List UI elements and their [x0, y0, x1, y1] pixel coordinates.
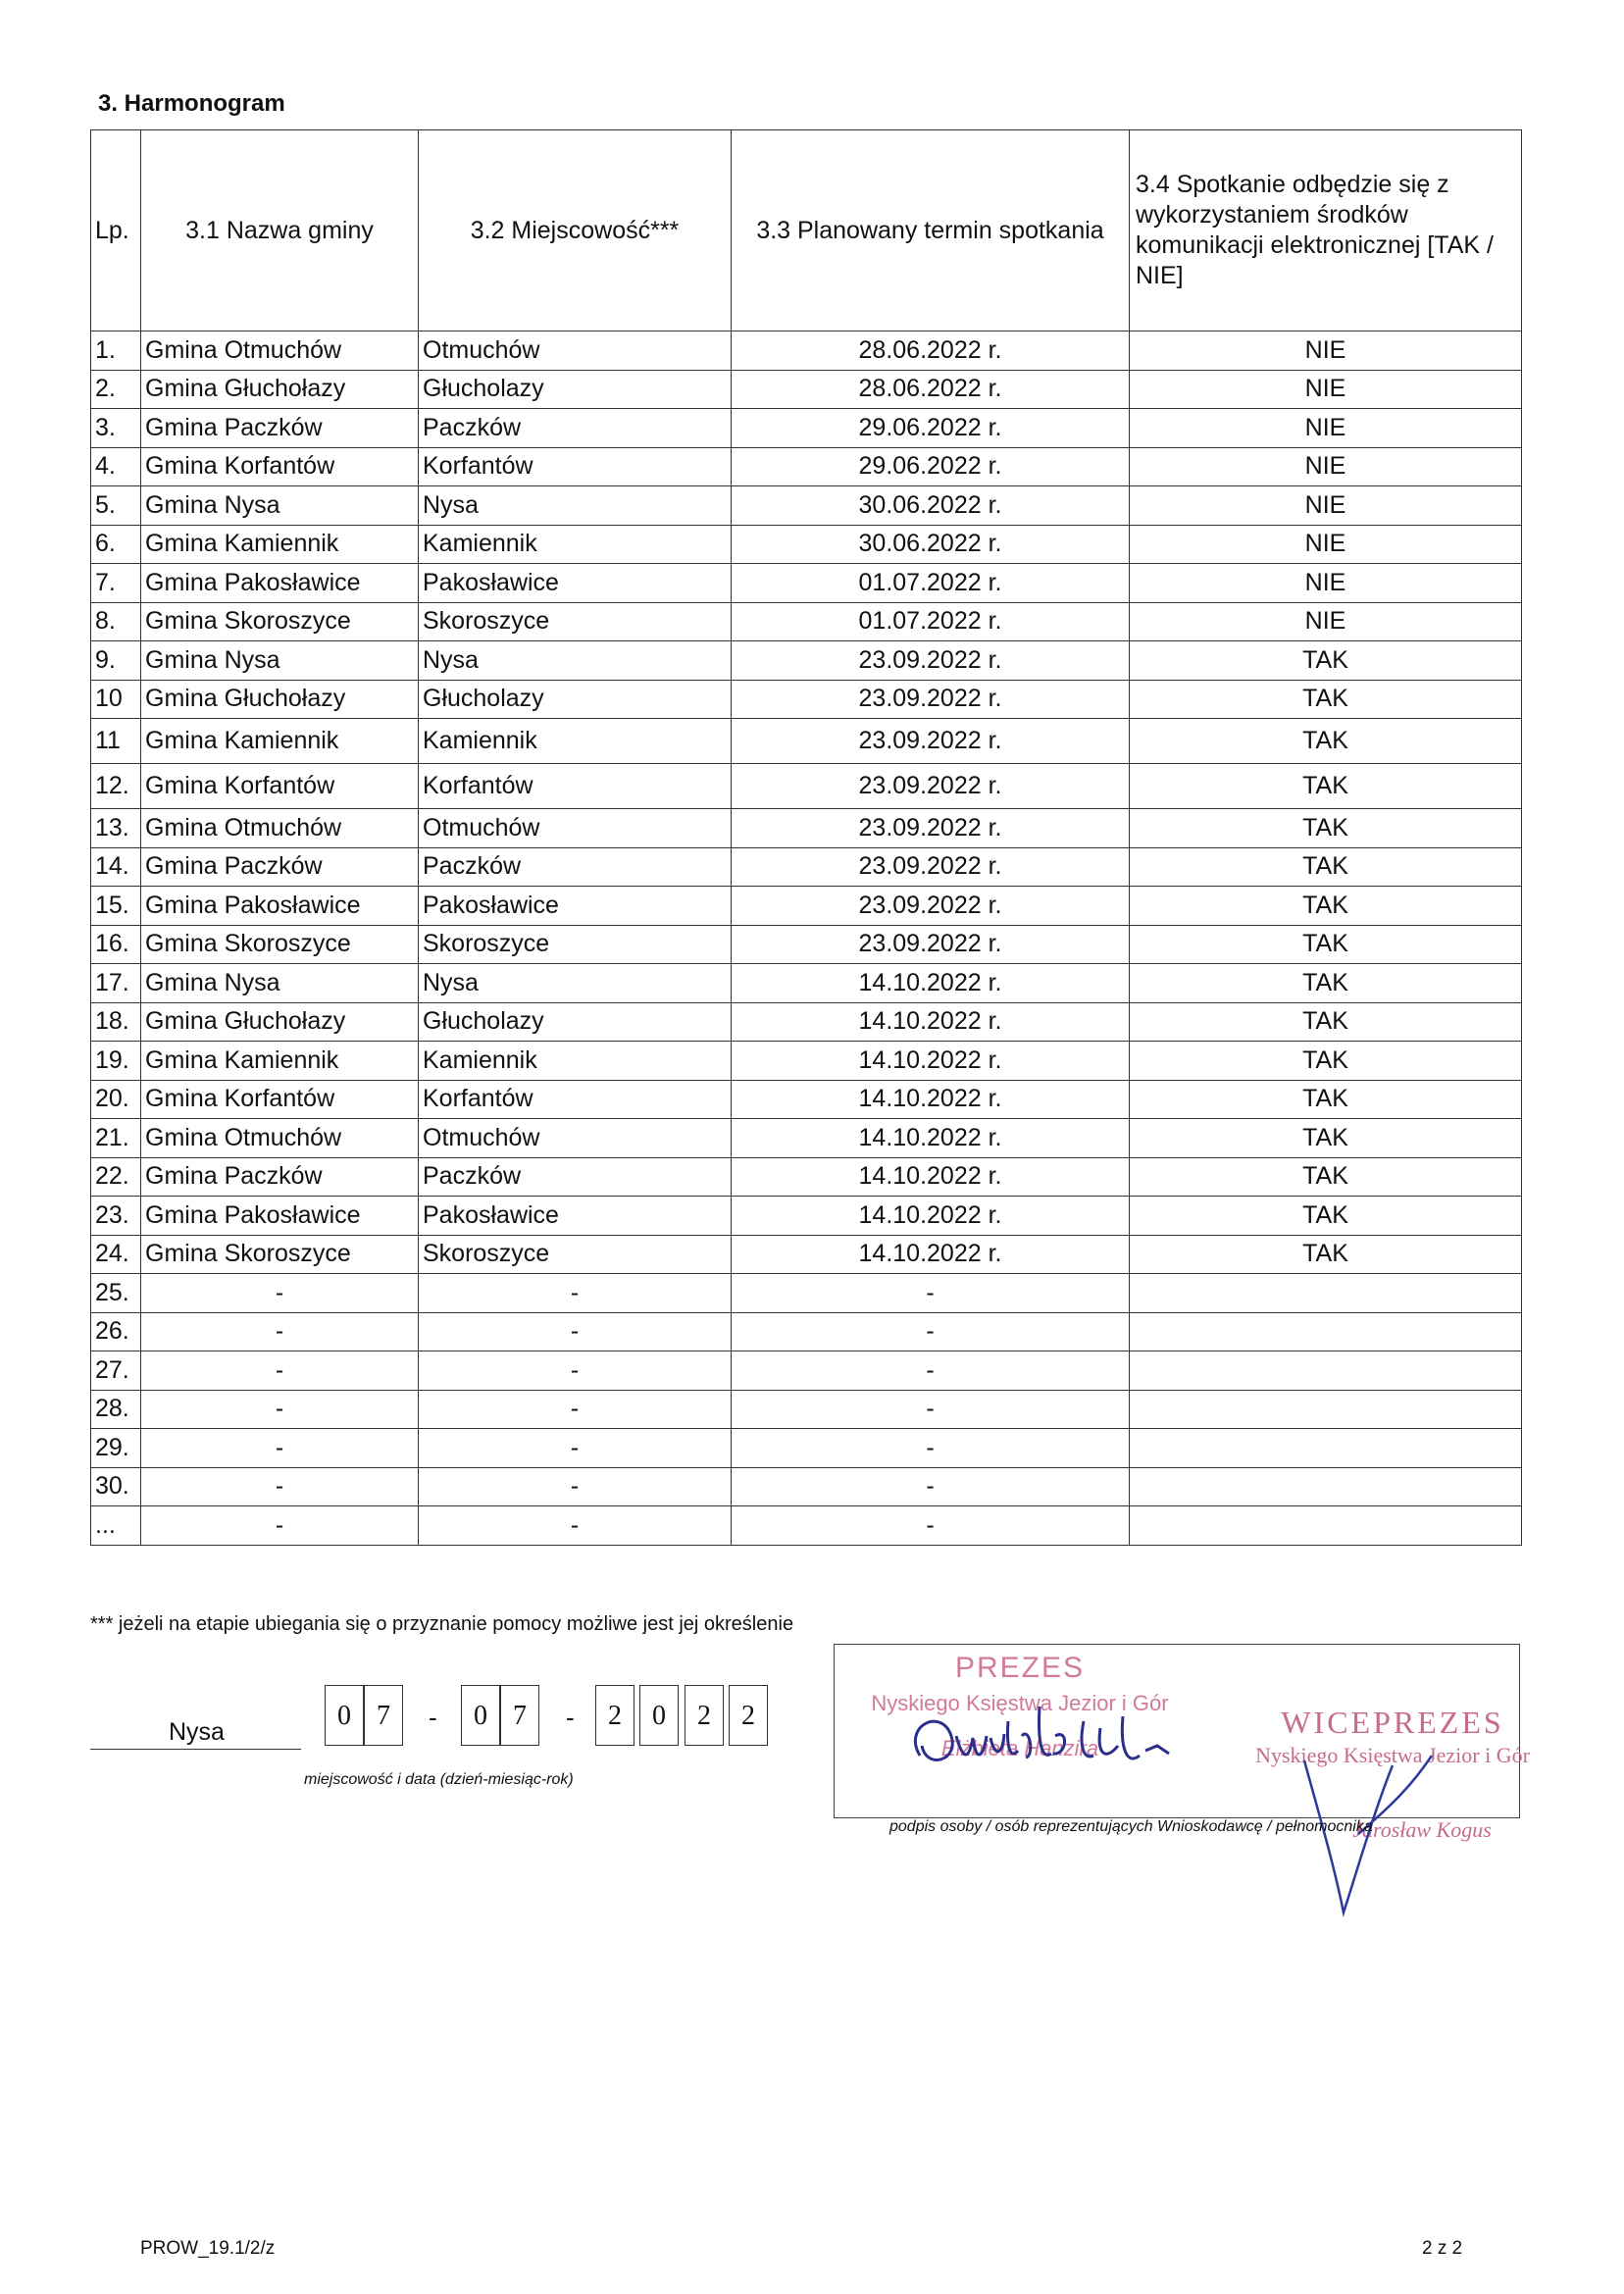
place-underline: [90, 1749, 301, 1750]
cell-gmina: Gmina Skoroszyce: [141, 602, 419, 641]
date-digit: 0: [325, 1685, 364, 1746]
cell-miejscowosc: -: [419, 1312, 732, 1351]
date-separator: -: [566, 1703, 575, 1732]
table-row: [91, 409, 1522, 448]
table-row: [91, 486, 1522, 526]
table-row: [91, 1042, 1522, 1081]
cell-lp: ...: [91, 1506, 141, 1546]
cell-gmina: Gmina Głuchołazy: [141, 370, 419, 409]
cell-lp: 26.: [91, 1312, 141, 1351]
cell-gmina: -: [141, 1467, 419, 1506]
stamp-wiceprezes-title: WICEPREZES: [1281, 1705, 1504, 1740]
cell-miejscowosc: -: [419, 1506, 732, 1546]
table-row-empty: [91, 1390, 1522, 1429]
cell-gmina: -: [141, 1351, 419, 1391]
cell-gmina: Gmina Pakosławice: [141, 1197, 419, 1236]
page-number: 2 z 2: [1422, 2238, 1463, 2259]
cell-gmina: -: [141, 1312, 419, 1351]
cell-termin: 28.06.2022 r.: [732, 370, 1130, 409]
cell-miejscowosc: Otmuchów: [419, 1119, 732, 1158]
table-row: [91, 680, 1522, 719]
cell-termin: 23.09.2022 r.: [732, 809, 1130, 848]
table-row: [91, 764, 1522, 809]
place-date-caption: miejscowość i data (dzień-miesiąc-rok): [304, 1771, 574, 1788]
cell-lp: 3.: [91, 409, 141, 448]
cell-lp: 23.: [91, 1197, 141, 1236]
cell-lp: 12.: [91, 764, 141, 809]
cell-gmina: Gmina Otmuchów: [141, 331, 419, 371]
cell-lp: 18.: [91, 1002, 141, 1042]
cell-termin: 01.07.2022 r.: [732, 564, 1130, 603]
cell-elektroniczne: [1130, 1351, 1522, 1391]
cell-miejscowosc: -: [419, 1274, 732, 1313]
handwritten-signature: [883, 1667, 1569, 1952]
cell-gmina: Gmina Kamiennik: [141, 1042, 419, 1081]
cell-miejscowosc: Skoroszyce: [419, 925, 732, 964]
cell-elektroniczne: TAK: [1130, 1235, 1522, 1274]
date-separator: -: [429, 1703, 437, 1732]
cell-miejscowosc: Pakosławice: [419, 887, 732, 926]
cell-lp: 13.: [91, 809, 141, 848]
table-row: [91, 809, 1522, 848]
stamp-prezes-title: PREZES: [954, 1652, 1086, 1684]
cell-miejscowosc: -: [419, 1351, 732, 1391]
cell-gmina: Gmina Paczków: [141, 847, 419, 887]
cell-elektroniczne: NIE: [1130, 525, 1522, 564]
cell-elektroniczne: TAK: [1130, 719, 1522, 764]
cell-termin: 29.06.2022 r.: [732, 447, 1130, 486]
cell-termin: 14.10.2022 r.: [732, 1042, 1130, 1081]
table-row-empty: [91, 1312, 1522, 1351]
date-digit: 0: [639, 1685, 679, 1746]
cell-elektroniczne: TAK: [1130, 925, 1522, 964]
header-termin: 3.3 Planowany termin spotkania: [732, 130, 1130, 331]
form-code: PROW_19.1/2/z: [140, 2238, 276, 2259]
cell-gmina: Gmina Korfantów: [141, 447, 419, 486]
cell-miejscowosc: -: [419, 1467, 732, 1506]
table-row: [91, 1002, 1522, 1042]
cell-lp: 28.: [91, 1390, 141, 1429]
cell-elektroniczne: TAK: [1130, 964, 1522, 1003]
table-row: [91, 1080, 1522, 1119]
stamp-prezes-name: Elżbieta Hanzira: [940, 1736, 1099, 1760]
table-row-empty: [91, 1351, 1522, 1391]
table-row: [91, 564, 1522, 603]
cell-miejscowosc: Nysa: [419, 641, 732, 681]
cell-termin: -: [732, 1312, 1130, 1351]
cell-elektroniczne: TAK: [1130, 887, 1522, 926]
cell-miejscowosc: Korfantów: [419, 764, 732, 809]
cell-gmina: Gmina Nysa: [141, 964, 419, 1003]
cell-lp: 16.: [91, 925, 141, 964]
cell-termin: 23.09.2022 r.: [732, 847, 1130, 887]
cell-gmina: Gmina Kamiennik: [141, 525, 419, 564]
cell-miejscowosc: Nysa: [419, 486, 732, 526]
cell-gmina: Gmina Kamiennik: [141, 719, 419, 764]
cell-elektroniczne: [1130, 1467, 1522, 1506]
cell-termin: 28.06.2022 r.: [732, 331, 1130, 371]
table-row-empty: [91, 1429, 1522, 1468]
cell-termin: 23.09.2022 r.: [732, 641, 1130, 681]
table-row: [91, 719, 1522, 764]
cell-miejscowosc: Głucholazy: [419, 370, 732, 409]
cell-gmina: Gmina Paczków: [141, 409, 419, 448]
date-digit: 0: [461, 1685, 500, 1746]
table-row-empty: [91, 1506, 1522, 1546]
cell-gmina: -: [141, 1506, 419, 1546]
cell-termin: 30.06.2022 r.: [732, 525, 1130, 564]
cell-miejscowosc: Głucholazy: [419, 680, 732, 719]
table-row: [91, 331, 1522, 371]
cell-gmina: Gmina Korfantów: [141, 764, 419, 809]
cell-lp: 14.: [91, 847, 141, 887]
header-elektroniczne: 3.4 Spotkanie odbędzie się z wykorzystaniem środków komunikacji elektronicznej [TAK / NIE]: [1130, 130, 1522, 331]
cell-termin: -: [732, 1351, 1130, 1391]
cell-miejscowosc: -: [419, 1390, 732, 1429]
cell-lp: 27.: [91, 1351, 141, 1391]
stamp-wiceprezes-name: Jarosław Kogus: [1352, 1817, 1492, 1842]
table-row-empty: [91, 1467, 1522, 1506]
footnote: *** jeżeli na etapie ubiegania się o przyznanie pomocy możliwe jest jej określenie: [90, 1613, 794, 1635]
cell-miejscowosc: Otmuchów: [419, 331, 732, 371]
table-row: [91, 641, 1522, 681]
cell-lp: 7.: [91, 564, 141, 603]
cell-miejscowosc: Otmuchów: [419, 809, 732, 848]
cell-lp: 9.: [91, 641, 141, 681]
cell-gmina: Gmina Pakosławice: [141, 887, 419, 926]
cell-lp: 8.: [91, 602, 141, 641]
cell-elektroniczne: [1130, 1429, 1522, 1468]
table-row: [91, 887, 1522, 926]
cell-termin: 14.10.2022 r.: [732, 1002, 1130, 1042]
cell-elektroniczne: [1130, 1506, 1522, 1546]
cell-elektroniczne: TAK: [1130, 1042, 1522, 1081]
cell-termin: -: [732, 1274, 1130, 1313]
cell-lp: 15.: [91, 887, 141, 926]
cell-lp: 4.: [91, 447, 141, 486]
cell-lp: 22.: [91, 1157, 141, 1197]
cell-gmina: Gmina Korfantów: [141, 1080, 419, 1119]
cell-miejscowosc: Kamiennik: [419, 525, 732, 564]
cell-termin: 14.10.2022 r.: [732, 1119, 1130, 1158]
cell-elektroniczne: TAK: [1130, 1157, 1522, 1197]
cell-gmina: Gmina Skoroszyce: [141, 925, 419, 964]
cell-gmina: -: [141, 1274, 419, 1313]
cell-termin: -: [732, 1390, 1130, 1429]
cell-termin: -: [732, 1429, 1130, 1468]
cell-elektroniczne: TAK: [1130, 1002, 1522, 1042]
cell-gmina: Gmina Skoroszyce: [141, 1235, 419, 1274]
cell-termin: 14.10.2022 r.: [732, 1197, 1130, 1236]
cell-elektroniczne: TAK: [1130, 847, 1522, 887]
cell-lp: 17.: [91, 964, 141, 1003]
cell-termin: -: [732, 1506, 1130, 1546]
cell-elektroniczne: TAK: [1130, 641, 1522, 681]
cell-miejscowosc: Głucholazy: [419, 1002, 732, 1042]
table-row: [91, 1119, 1522, 1158]
cell-termin: 23.09.2022 r.: [732, 680, 1130, 719]
cell-elektroniczne: NIE: [1130, 409, 1522, 448]
cell-termin: 14.10.2022 r.: [732, 964, 1130, 1003]
cell-termin: 23.09.2022 r.: [732, 887, 1130, 926]
cell-lp: 19.: [91, 1042, 141, 1081]
cell-termin: 14.10.2022 r.: [732, 1235, 1130, 1274]
cell-gmina: Gmina Paczków: [141, 1157, 419, 1197]
cell-gmina: Gmina Pakosławice: [141, 564, 419, 603]
table-row: [91, 1197, 1522, 1236]
stamp-prezes-org: Nyskiego Księstwa Jezior i Gór: [871, 1691, 1169, 1715]
cell-gmina: -: [141, 1429, 419, 1468]
cell-termin: 30.06.2022 r.: [732, 486, 1130, 526]
cell-miejscowosc: Korfantów: [419, 1080, 732, 1119]
cell-termin: 23.09.2022 r.: [732, 925, 1130, 964]
cell-miejscowosc: Skoroszyce: [419, 1235, 732, 1274]
cell-termin: 01.07.2022 r.: [732, 602, 1130, 641]
cell-lp: 6.: [91, 525, 141, 564]
cell-gmina: Gmina Otmuchów: [141, 809, 419, 848]
cell-gmina: Gmina Nysa: [141, 641, 419, 681]
cell-lp: 10: [91, 680, 141, 719]
cell-miejscowosc: Kamiennik: [419, 719, 732, 764]
cell-gmina: Gmina Głuchołazy: [141, 680, 419, 719]
cell-lp: 1.: [91, 331, 141, 371]
cell-lp: 2.: [91, 370, 141, 409]
section-title: 3. Harmonogram: [98, 90, 285, 117]
cell-elektroniczne: TAK: [1130, 809, 1522, 848]
cell-miejscowosc: Kamiennik: [419, 1042, 732, 1081]
cell-miejscowosc: Skoroszyce: [419, 602, 732, 641]
cell-miejscowosc: Paczków: [419, 409, 732, 448]
cell-lp: 25.: [91, 1274, 141, 1313]
table-header-row: [91, 130, 1522, 331]
place-name: Nysa: [169, 1718, 225, 1746]
cell-lp: 30.: [91, 1467, 141, 1506]
table-row: [91, 847, 1522, 887]
cell-elektroniczne: NIE: [1130, 370, 1522, 409]
cell-miejscowosc: Pakosławice: [419, 1197, 732, 1236]
cell-gmina: Gmina Nysa: [141, 486, 419, 526]
cell-elektroniczne: TAK: [1130, 680, 1522, 719]
cell-miejscowosc: Paczków: [419, 847, 732, 887]
cell-elektroniczne: NIE: [1130, 331, 1522, 371]
cell-gmina: Gmina Głuchołazy: [141, 1002, 419, 1042]
cell-elektroniczne: TAK: [1130, 764, 1522, 809]
cell-lp: 21.: [91, 1119, 141, 1158]
cell-lp: 11: [91, 719, 141, 764]
date-digit: 2: [595, 1685, 634, 1746]
cell-termin: -: [732, 1467, 1130, 1506]
cell-miejscowosc: Korfantów: [419, 447, 732, 486]
cell-termin: 14.10.2022 r.: [732, 1157, 1130, 1197]
table-row: [91, 370, 1522, 409]
table-row: [91, 1235, 1522, 1274]
cell-elektroniczne: NIE: [1130, 447, 1522, 486]
header-miejscowosc: 3.2 Miejscowość***: [419, 130, 732, 331]
cell-miejscowosc: Nysa: [419, 964, 732, 1003]
cell-termin: 23.09.2022 r.: [732, 719, 1130, 764]
cell-miejscowosc: Paczków: [419, 1157, 732, 1197]
table-row: [91, 447, 1522, 486]
cell-lp: 20.: [91, 1080, 141, 1119]
table-row-empty: [91, 1274, 1522, 1313]
date-digit: 7: [500, 1685, 539, 1746]
cell-elektroniczne: TAK: [1130, 1197, 1522, 1236]
cell-elektroniczne: [1130, 1312, 1522, 1351]
cell-elektroniczne: [1130, 1390, 1522, 1429]
cell-lp: 5.: [91, 486, 141, 526]
table-row: [91, 925, 1522, 964]
cell-termin: 29.06.2022 r.: [732, 409, 1130, 448]
harmonogram-table: [90, 129, 1522, 1546]
cell-termin: 23.09.2022 r.: [732, 764, 1130, 809]
date-digit: 7: [364, 1685, 403, 1746]
cell-gmina: -: [141, 1390, 419, 1429]
table-row: [91, 602, 1522, 641]
cell-miejscowosc: -: [419, 1429, 732, 1468]
header-lp: Lp.: [91, 130, 141, 331]
cell-termin: 14.10.2022 r.: [732, 1080, 1130, 1119]
date-digit: 2: [729, 1685, 768, 1746]
cell-elektroniczne: NIE: [1130, 564, 1522, 603]
stamp-wiceprezes-org: Nyskiego Księstwa Jezior i Gór: [1255, 1743, 1530, 1767]
table-row: [91, 525, 1522, 564]
cell-elektroniczne: TAK: [1130, 1080, 1522, 1119]
cell-elektroniczne: NIE: [1130, 602, 1522, 641]
cell-gmina: Gmina Otmuchów: [141, 1119, 419, 1158]
header-gmina: 3.1 Nazwa gminy: [141, 130, 419, 331]
cell-elektroniczne: NIE: [1130, 486, 1522, 526]
cell-miejscowosc: Pakosławice: [419, 564, 732, 603]
cell-lp: 24.: [91, 1235, 141, 1274]
cell-elektroniczne: TAK: [1130, 1119, 1522, 1158]
cell-elektroniczne: [1130, 1274, 1522, 1313]
date-digit: 2: [685, 1685, 724, 1746]
cell-lp: 29.: [91, 1429, 141, 1468]
table-row: [91, 1157, 1522, 1197]
table-row: [91, 964, 1522, 1003]
signature-caption: podpis osoby / osób reprezentujących Wnioskodawcę / pełnomocnika: [889, 1818, 1373, 1835]
